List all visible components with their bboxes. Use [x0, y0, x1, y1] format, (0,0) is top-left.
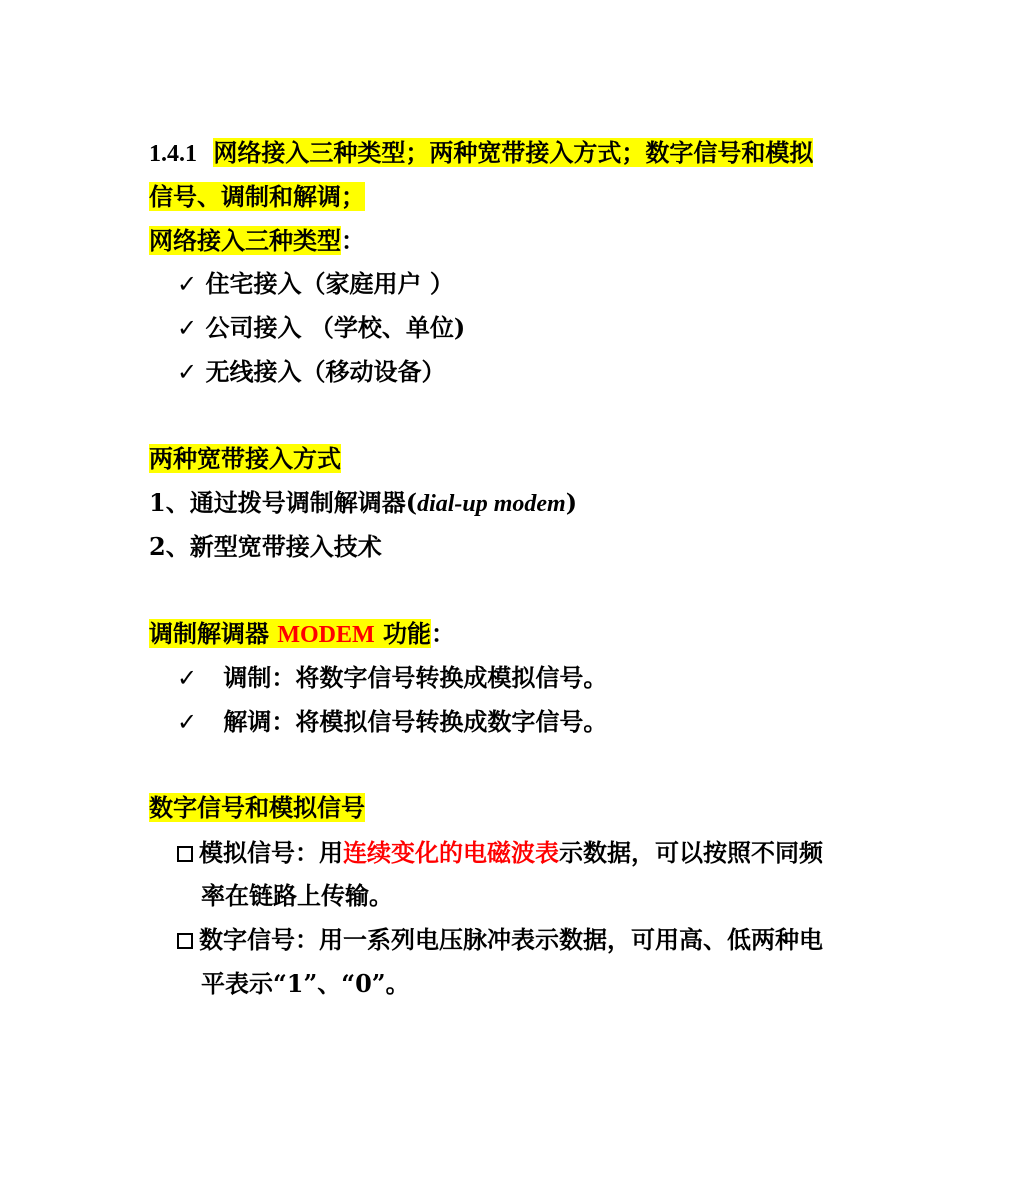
section-number: 1.4.1 [149, 141, 197, 167]
broadband-item-1-prefix: 1、通过拨号调制解调器( [149, 488, 418, 517]
modem-title-suffix: 功能 [374, 619, 432, 648]
digital-signal-line-1 [177, 918, 823, 962]
list-item [177, 306, 465, 350]
section-heading-line-1 [149, 131, 813, 175]
digital-signal-line-2 [201, 962, 410, 1006]
broadband-title-line [149, 437, 341, 481]
square-bullet-icon [177, 933, 193, 949]
modem-modulation: 调制：将数字信号转换成模拟信号。 [223, 663, 608, 692]
list-item [177, 262, 454, 306]
access-types-title: 网络接入三种类型 [149, 226, 341, 255]
modem-title-red: MODEM [277, 622, 375, 648]
access-type-company: 公司接入 （学校、单位) [205, 313, 466, 342]
analog-line-2: 率在链路上传输。 [201, 881, 393, 910]
signals-title: 数字信号和模拟信号 [149, 793, 365, 822]
list-item [177, 656, 607, 700]
digital-line-1: 数字信号：用一系列电压脉冲表示数据，可用高、低两种电 [199, 925, 823, 954]
section-heading-continuation: 信号、调制和解调； [149, 182, 365, 211]
list-item [177, 700, 607, 744]
analog-suffix: 示数据，可以按照不同频 [559, 838, 823, 867]
modem-title [149, 619, 431, 648]
check-mark-icon: ✓ [177, 270, 198, 298]
modem-title-prefix: 调制解调器 [149, 619, 278, 648]
access-types-title-line [149, 219, 365, 263]
signals-title-line [149, 786, 365, 830]
modem-title-colon: ： [431, 619, 456, 648]
broadband-title: 两种宽带接入方式 [149, 444, 341, 473]
modem-title-line [149, 612, 455, 656]
section-heading-line-2 [149, 175, 365, 219]
analog-signal-line-2 [201, 874, 393, 918]
broadband-item-2-text: 2、新型宽带接入技术 [149, 532, 382, 561]
square-bullet-icon [177, 846, 193, 862]
broadband-item-1-suffix: ) [565, 488, 578, 517]
list-item [177, 350, 445, 394]
analog-red-text: 连续变化的电磁波表 [343, 838, 559, 867]
access-types-colon: ： [341, 226, 365, 255]
section-heading-text: 网络接入三种类型；两种宽带接入方式；数字信号和模拟 [213, 138, 814, 167]
check-mark-icon: ✓ [177, 708, 198, 736]
access-type-wireless: 无线接入（移动设备） [205, 357, 446, 386]
access-type-residential: 住宅接入（家庭用户 ） [205, 269, 454, 298]
check-mark-icon: ✓ [177, 664, 198, 692]
broadband-item-2 [149, 525, 382, 569]
digital-line-2: 平表示“1”、“0”。 [201, 969, 410, 998]
analog-prefix: 模拟信号：用 [199, 838, 343, 867]
analog-signal-line-1 [177, 831, 823, 875]
broadband-item-1 [149, 481, 577, 525]
broadband-item-1-italic: dial-up modem [417, 491, 566, 517]
check-mark-icon: ✓ [177, 314, 198, 342]
check-mark-icon: ✓ [177, 358, 198, 386]
modem-demodulation: 解调：将模拟信号转换成数字信号。 [223, 707, 608, 736]
